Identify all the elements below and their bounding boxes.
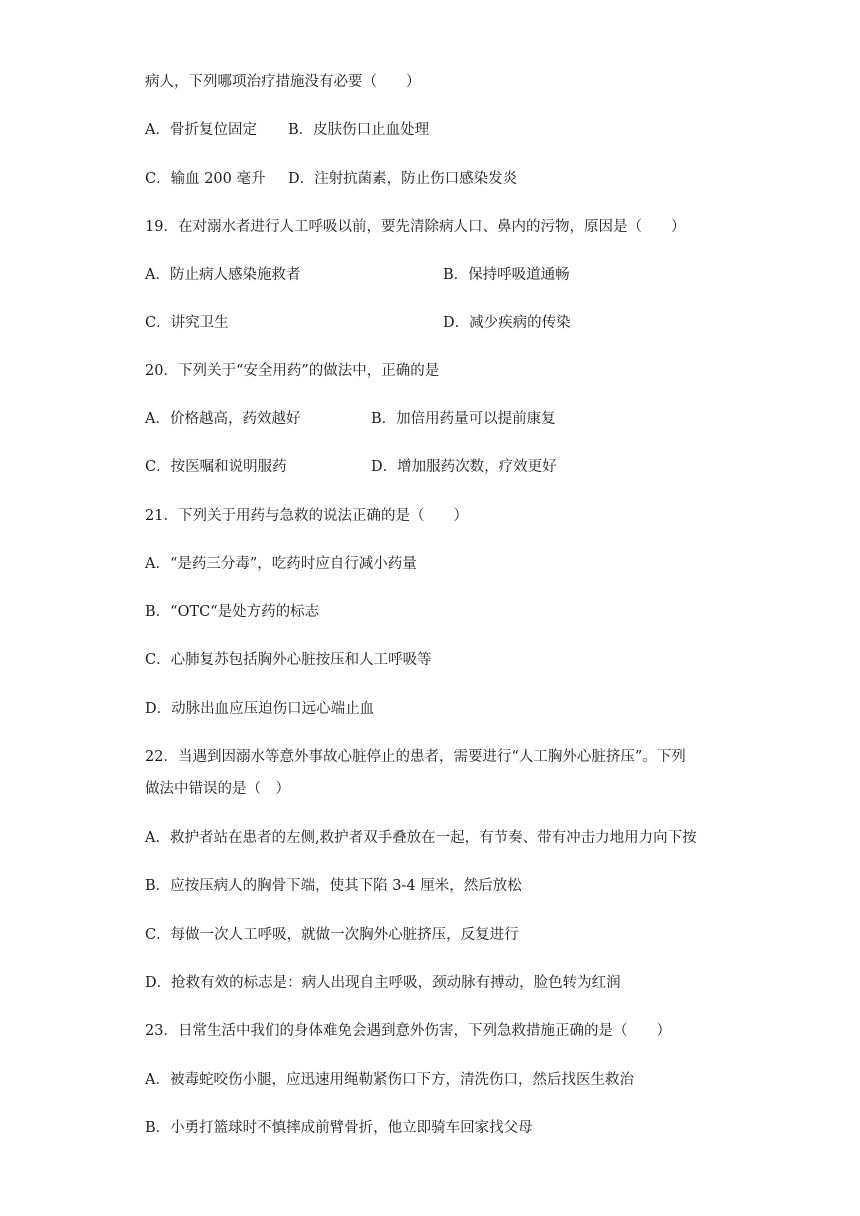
q18-stem-tail: 病人，下列哪项治疗措施没有必要（ ）	[145, 74, 421, 90]
q20-option-d: D．增加服药次数，疗效更好	[371, 459, 557, 475]
q19-option-b: B．保持呼吸道通畅	[443, 267, 570, 283]
q21-option-d: D．动脉出血应压迫伤口远心端止血	[145, 701, 375, 717]
q21-option-b: B．“OTC“是处方药的标志	[145, 604, 320, 620]
q22-stem-line1: 22．当遇到因溺水等意外事故心脏停止的患者，需要进行“人工胸外心脏挤压”。下列	[145, 749, 686, 765]
q18-option-d: D．注射抗菌素，防止伤口感染发炎	[288, 171, 518, 187]
q22-stem-line2: 做法中错误的是（ ）	[145, 781, 290, 797]
q19-option-a: A．防止病人感染施救者	[145, 267, 301, 283]
q22-option-b: B．应按压病人的胸骨下端，使其下陷 3-4 厘米，然后放松	[145, 878, 522, 894]
q20-option-a: A．价格越高，药效越好	[145, 411, 301, 427]
q19-stem: 19．在对溺水者进行人工呼吸以前，要先清除病人口、鼻内的污物，原因是（ ）	[145, 219, 686, 235]
q19-option-c: C．讲究卫生	[145, 315, 229, 331]
q21-option-c: C．心肺复苏包括胸外心脏按压和人工呼吸等	[145, 652, 432, 668]
q20-option-b: B．加倍用药量可以提前康复	[371, 411, 556, 427]
q19-option-d: D．减少疾病的传染	[443, 315, 571, 331]
q20-stem: 20．下列关于“安全用药”的做法中，正确的是	[145, 363, 440, 379]
q21-stem: 21．下列关于用药与急救的说法正确的是（ ）	[145, 508, 468, 524]
q21-option-a: A．“是药三分毒”，吃药时应自行减小药量	[145, 556, 417, 572]
q22-option-c: C．每做一次人工呼吸，就做一次胸外心脏挤压，反复进行	[145, 927, 519, 943]
q23-option-b: B．小勇打篮球时不慎摔成前臂骨折，他立即骑车回家找父母	[145, 1120, 533, 1136]
q18-option-b: B．皮肤伤口止血处理	[288, 122, 430, 138]
q18-option-a: A．骨折复位固定	[145, 122, 257, 138]
q22-option-a: A．救护者站在患者的左侧,救护者双手叠放在一起，有节奏、带有冲击力地用力向下按	[145, 830, 697, 846]
q22-option-d: D．抢救有效的标志是：病人出现自主呼吸，颈动脉有搏动，脸色转为红润	[145, 975, 621, 991]
q18-option-c: C．输血 200 毫升	[145, 171, 266, 187]
q20-option-c: C．按医嘱和说明服药	[145, 459, 287, 475]
q23-stem: 23．日常生活中我们的身体难免会遇到意外伤害，下列急救措施正确的是（ ）	[145, 1023, 671, 1039]
q23-option-a: A．被毒蛇咬伤小腿，应迅速用绳勒紧伤口下方，清洗伤口，然后找医生救治	[145, 1072, 634, 1088]
